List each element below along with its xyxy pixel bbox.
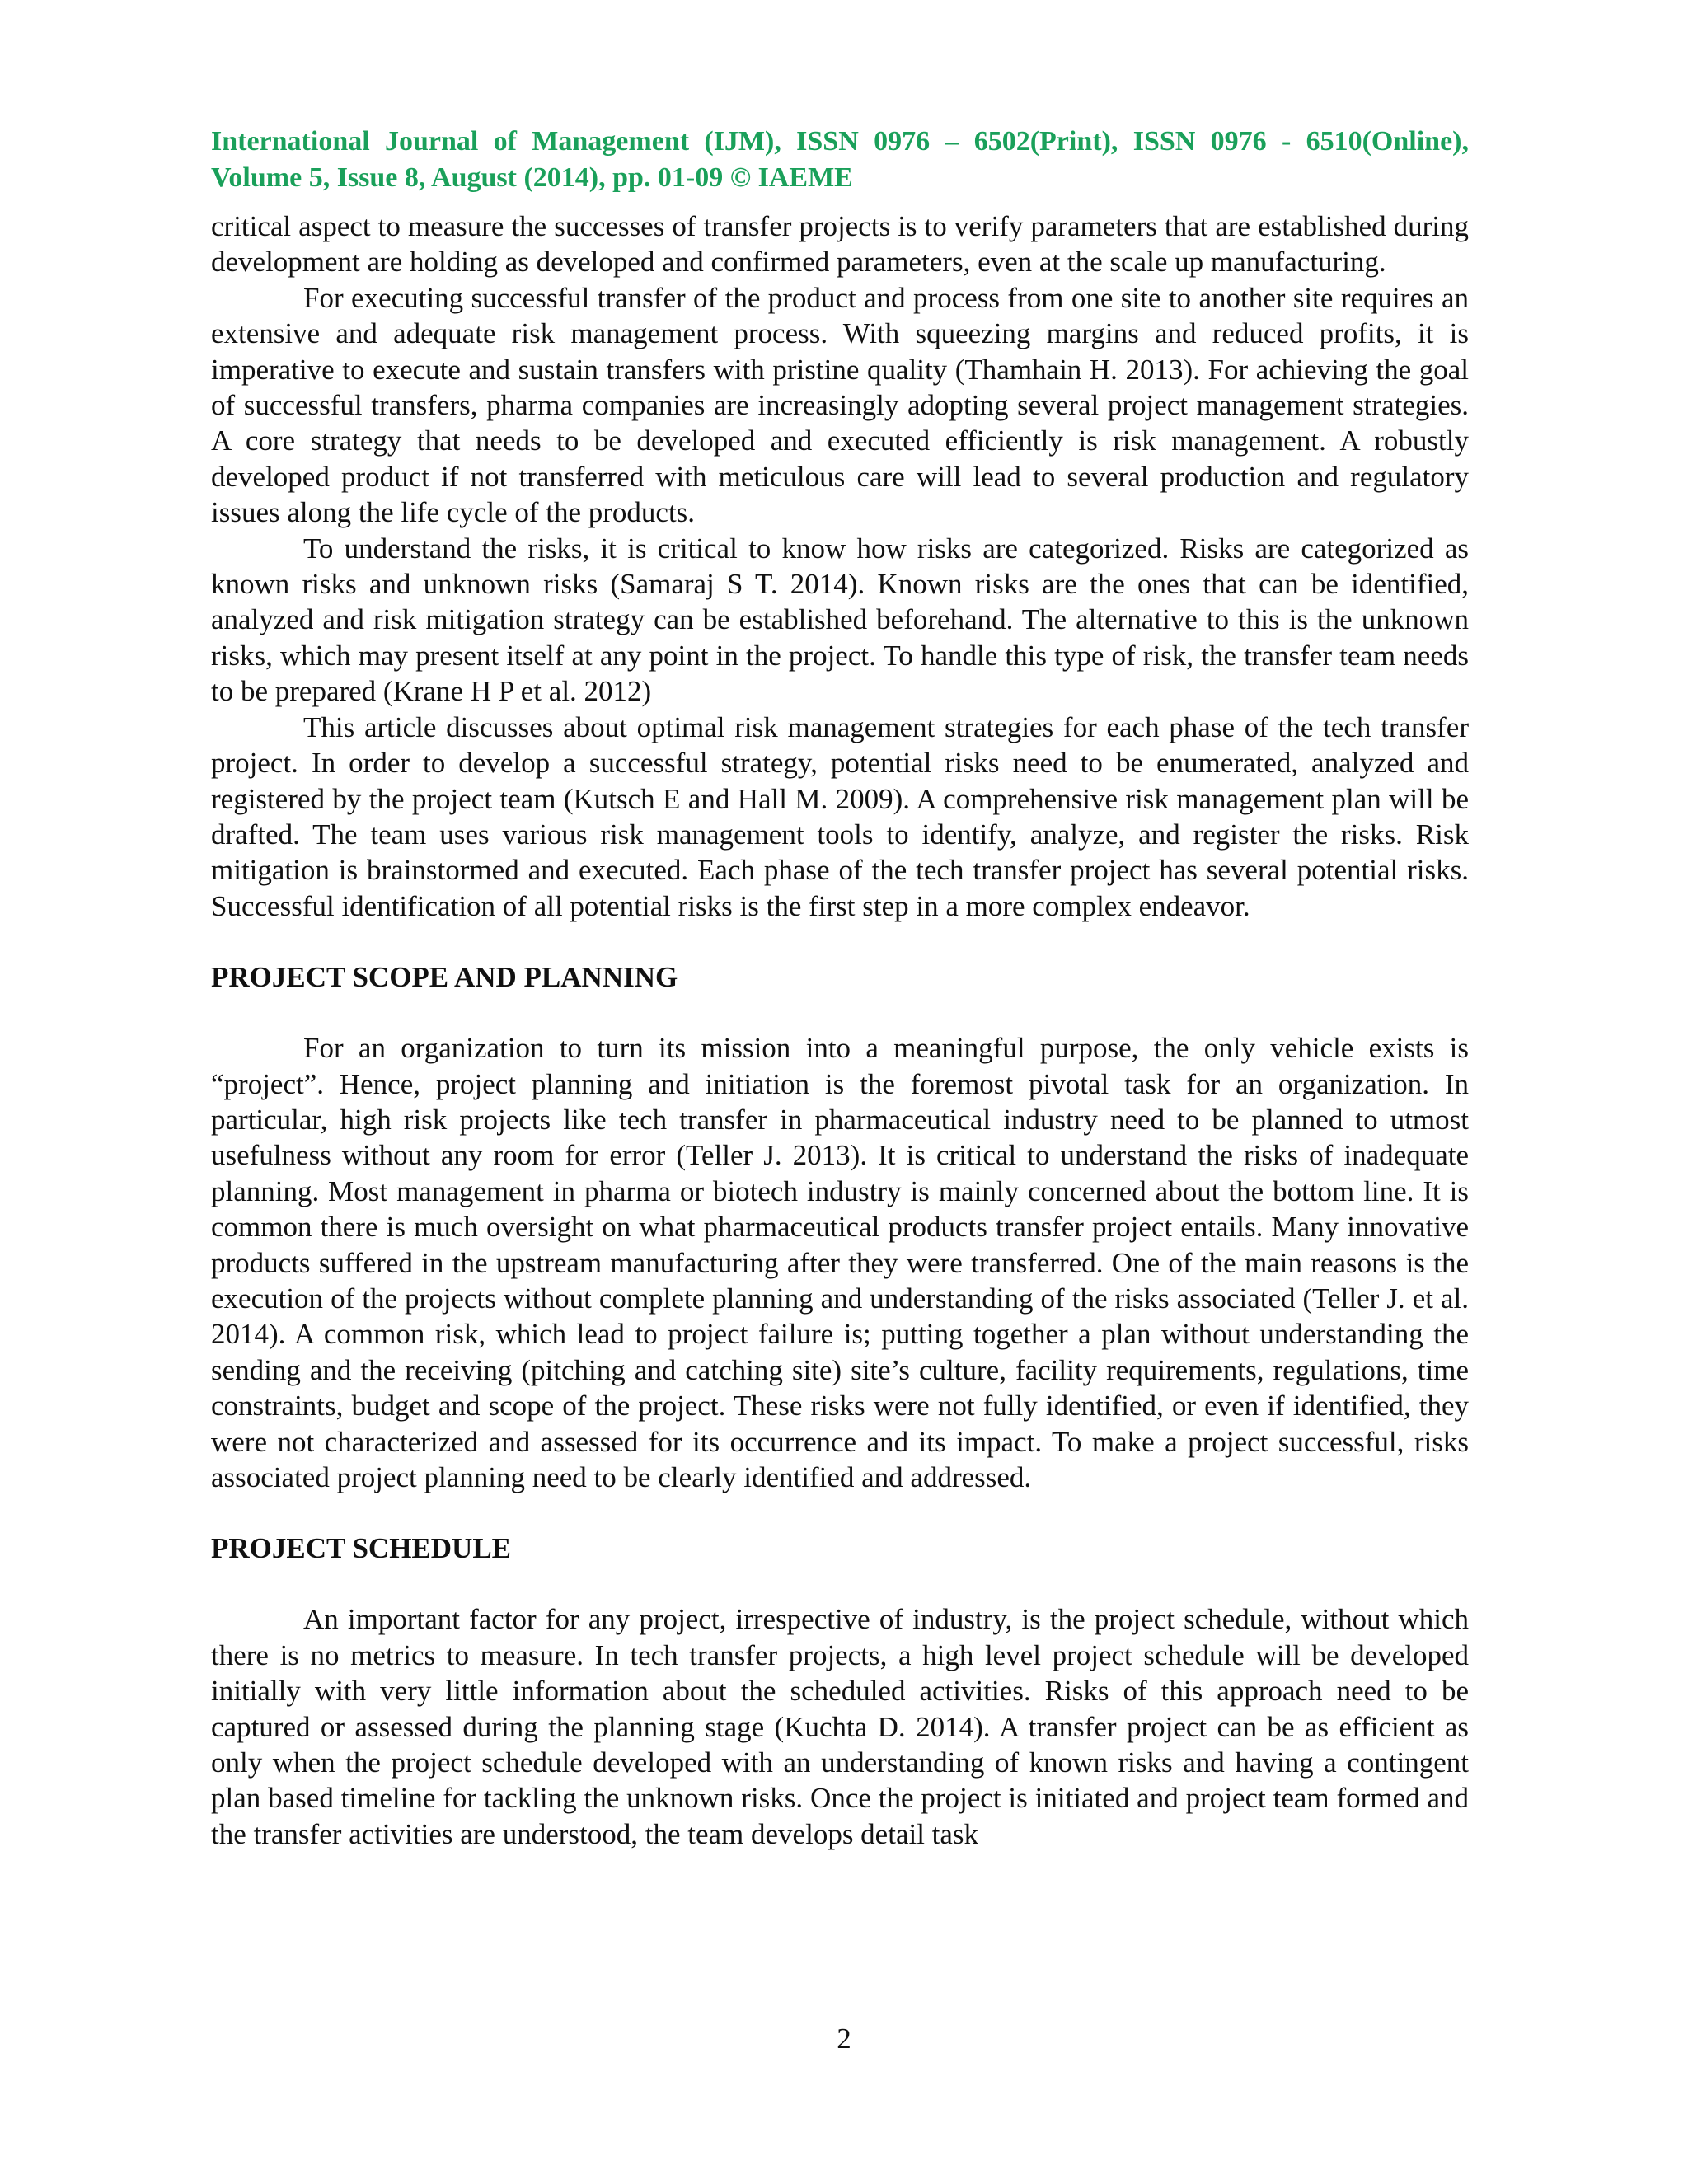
section-heading-scope-planning: PROJECT SCOPE AND PLANNING [211, 961, 678, 994]
page-number: 2 [837, 2022, 851, 2055]
intro-paragraph-2: For executing successful transfer of the product and process from one site to another site requires an extensive and adequate risk management process. With squeezing margins and reduced profits, it is imperative to execute and sustain transfers with pristine quality (Thamhain H. 2013). For achieving the goal of successful transfers, pharma companies are increasingly adopting several project management strategies. A core strategy that needs to be developed and executed efficiently is risk management. A robustly developed product if not transferred with meticulous care will lead to several production and regulatory issues along the life cycle of the products. [211, 281, 1469, 529]
journal-header-line1: International Journal of Management (IJM), ISSN 0976 – 6502(Print), ISSN 0976 - 6510(Online), [211, 126, 1469, 157]
article-page [211, 124, 1469, 1852]
section-heading-project-schedule: PROJECT SCHEDULE [211, 1532, 512, 1565]
intro-paragraph-1: critical aspect to measure the successes of transfer projects is to verify parameters that are established during development are holding as developed and confirmed parameters, even at the scale up manufacturing. [211, 210, 1469, 279]
intro-paragraph-4: This article discusses about optimal risk management strategies for each phase of the tech transfer project. In order to develop a successful strategy, potential risks need to be enumerated, analyzed and registered by the project team (Kutsch E and Hall M. 2009). A comprehensive risk management plan will be drafted. The team uses various risk management tools to identify, analyze, and register the risks. Risk mitigation is brainstormed and executed. Each phase of the tech transfer project has several potential risks. Successful identification of all potential risks is the first step in a more complex endeavor. [211, 710, 1469, 922]
journal-header-line2: Volume 5, Issue 8, August (2014), pp. 01-09 © IAEME [211, 162, 853, 193]
journal-header [211, 124, 1469, 196]
scope-planning-paragraph: For an organization to turn its mission into a meaningful purpose, the only vehicle exists is “project”. Hence, project planning and initiation is the foremost pivotal task for an organization. In particular, high risk projects like tech transfer in pharmaceutical industry need to be planned to utmost usefulness without any room for error (Teller J. 2013). It is critical to understand the risks of inadequate planning. Most management in pharma or biotech industry is mainly concerned about the bottom line. It is common there is much oversight on what pharmaceutical products transfer project entails. Many innovative products suffered in the upstream manufacturing after they were transferred. One of the main reasons is the execution of the projects without complete planning and understanding of the risks associated (Teller J. et al. 2014). A common risk, which lead to project failure is; putting together a plan without understanding the sending and the receiving (pitching and catching site) site’s culture, facility requirements, regulations, time constraints, budget and scope of the project. These risks were not fully identified, or even if identified, they were not characterized and assessed for its occurrence and its impact. To make a project successful, risks associated project planning need to be clearly identified and addressed. [211, 1032, 1469, 1493]
project-schedule-paragraph: An important factor for any project, irrespective of industry, is the project schedule, without which there is no metrics to measure. In tech transfer projects, a high level project schedule will be developed initially with very little information about the scheduled activities. Risks of this approach need to be captured or assessed during the planning stage (Kuchta D. 2014). A transfer project can be as efficient as only when the project schedule developed with an understanding of known risks and having a contingent plan based timeline for tackling the unknown risks. Once the project is initiated and project team formed and the transfer activities are understood, the team develops detail task [211, 1603, 1469, 1850]
intro-paragraph-3: To understand the risks, it is critical to know how risks are categorized. Risks are categorized as known risks and unknown risks (Samaraj S T. 2014). Known risks are the ones that can be identified, analyzed and risk mitigation strategy can be established beforehand. The alternative to this is the unknown risks, which may present itself at any point in the project. To handle this type of risk, the transfer team needs to be prepared (Krane H P et al. 2012) [211, 532, 1469, 708]
